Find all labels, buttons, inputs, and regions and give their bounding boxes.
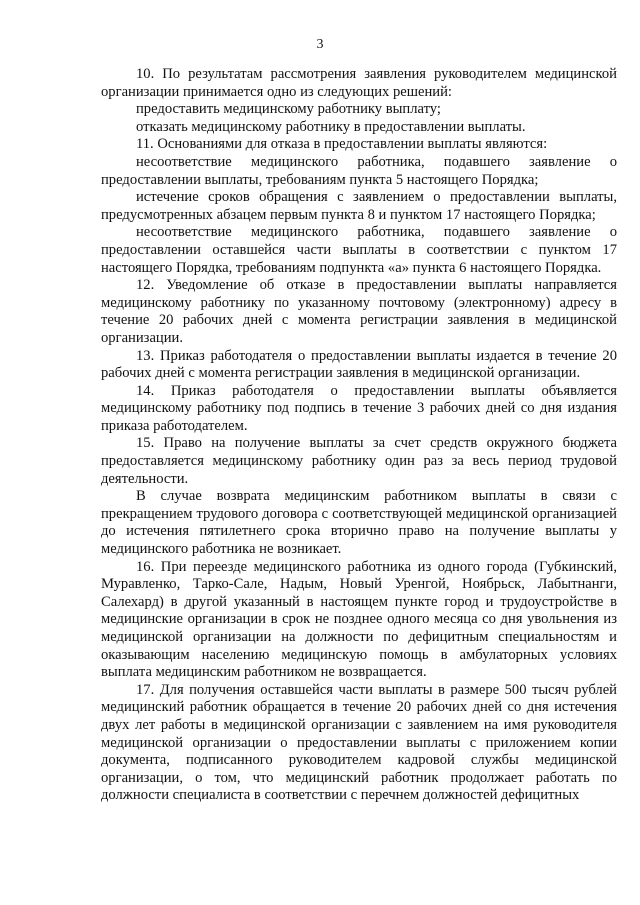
paragraph-15-return-case: В случае возврата медицинским работником выплаты в связи с прекращением трудового договора с соответствующей медицинской организацией до истечения пятилетнего срока вторично право на получение выплаты у медицинского работника не возникает.: [101, 488, 617, 558]
paragraph-12: 12. Уведомление об отказе в предоставлении выплаты направляется медицинскому работнику по указанному почтовому (электронному) адресу в течение 20 рабочих дней с момента регистрации заявления в медицинской организации.: [101, 277, 617, 346]
paragraph-decision-grant: предоставить медицинскому работнику выплату;: [136, 101, 441, 118]
page-number: 3: [316, 37, 324, 52]
document-body: [101, 66, 617, 805]
paragraph-14: 14. Приказ работодателя о предоставлении выплаты объявляется медицинскому работнику под подпись в течение 3 рабочих дней со дня издания приказа работодателем.: [101, 382, 617, 434]
paragraph-11: 11. Основаниями для отказа в предоставлении выплаты являются:: [136, 136, 548, 153]
paragraph-16: 16. При переезде медицинского работника из одного города (Губкинский, Муравленко, Тарко-Сале, Надым, Новый Уренгой, Ноябрьск, Лабытнанги, Салехард) в другой указанный в настоящем пункте город и трудоустройстве в медицинские организации в срок не позднее одного месяца со дня увольнения из медицинской организации на должности по дефицитным специальностям и оказывающим населению медицинскую помощь в амбулаторных условиях выплата медицинским работником не возвращается.: [101, 558, 617, 681]
paragraph-ground-nonconformity: несоответствие медицинского работника, подавшего заявление о предоставлении выплаты, требованиям пункта 5 настоящего Порядка;: [101, 153, 617, 188]
paragraph-ground-deadline: истечение сроков обращения с заявлением о предоставлении выплаты, предусмотренных абзацем первым пункта 8 и пунктом 17 настоящего Порядка;: [101, 189, 617, 223]
paragraph-15: 15. Право на получение выплаты за счет средств окружного бюджета предоставляется медицинскому работнику один раз за весь период трудовой деятельности.: [101, 435, 617, 487]
paragraph-13: 13. Приказ работодателя о предоставлении выплаты издается в течение 20 рабочих дней с момента регистрации заявления в медицинской организации.: [101, 347, 617, 382]
paragraph-ground-remaining-part: несоответствие медицинского работника, подавшего заявление о предоставлении оставшейся части выплаты в соответствии с пунктом 17 настоящего Порядка, требованиям подпункта «а» пункта 6 настоящего Порядка.: [101, 224, 617, 276]
paragraph-decision-refuse: отказать медицинскому работнику в предоставлении выплаты.: [136, 118, 526, 135]
paragraph-17: 17. Для получения оставшейся части выплаты в размере 500 тысяч рублей медицинский работник обращается в течение 20 рабочих дней со дня истечения двух лет работы в медицинской организации с заявлением на имя руководителя медицинской организации о предоставлении выплаты с приложением копии документа, подписанного руководителем кадровой службы медицинской организации, о том, что медицинский работник продолжает работать по должности специалиста в соответствии с перечнем должностей дефицитных: [101, 681, 617, 804]
paragraph-10: 10. По результатам рассмотрения заявления руководителем медицинской организации принимается одно из следующих решений:: [101, 66, 617, 100]
